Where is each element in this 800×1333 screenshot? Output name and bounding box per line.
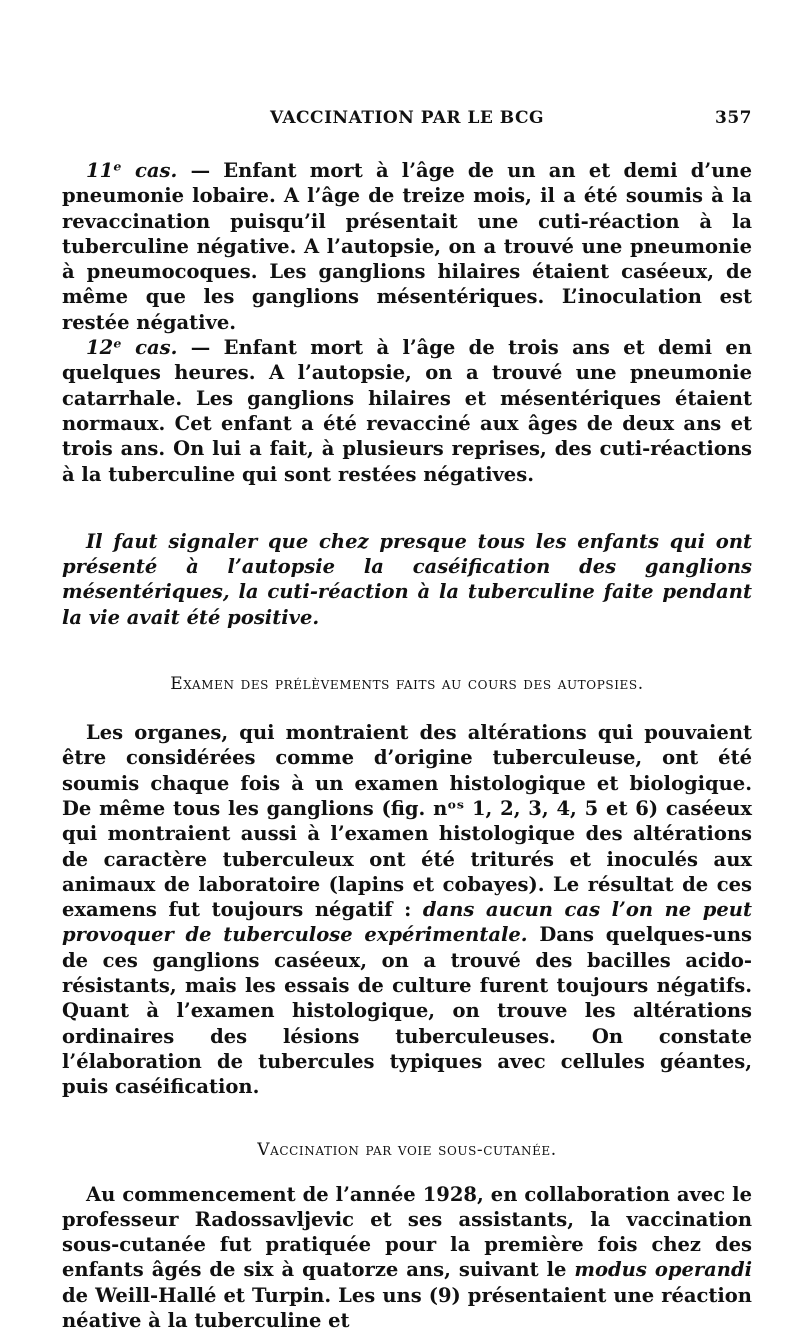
running-title: VACCINATION PAR LE BCG [62,108,752,128]
examen-text-after: Dans quelques-uns de ces ganglions caséeux, on a trouvé des bacilles acido-résistants, mais les essais de culture furent toujours négatifs. Quant à l’examen histologique, on trouve les altérations ordinaires des lésions tuberculeuses. On constate l’élaboration de tubercules typiques avec cellules géantes, puis caséification. [62,923,752,1098]
case-12-paragraph [62,335,752,487]
note-paragraph: Il faut signaler que chez presque tous les enfants qui ont présenté à l’autopsie la caséification des ganglions mésentériques, la cuti-réaction à la tuberculine faite pendant la vie avait été positive. [62,529,752,630]
page-number: 357 [715,108,752,128]
document-page [62,108,752,1333]
case-12-text: — Enfant mort à l’âge de trois ans et demi en quelques heures. A l’autopsie, on a trouvé une pneumonie catarrhale. Les ganglions hilaires et mésentériques étaient normaux. Cet enfant a été revacciné aux âges de deux ans et trois ans. On lui a fait, à plusieurs reprises, des cuti-réactions à la tuberculine qui sont restées négatives. [62,336,752,485]
examen-italic-text: dans aucun cas l’on ne peut provoquer de tuberculose expérimentale. [62,898,752,946]
section-heading-examen: Examen des prélèvements faits au cours des autopsies. [62,674,752,694]
examen-paragraph [62,720,752,1099]
vaccination-text-before: Au commencement de l’année 1928, en collaboration avec le professeur Radossavljevic et ses assistants, la vaccination sous-cutanée fut pratiquée pour la première fois chez des enfants âgés de six à quatorze ans, suivant le [62,1183,752,1282]
case-12-label: 12ᵉ cas. [86,336,177,359]
vaccination-paragraph [62,1182,752,1333]
examen-text-before: Les organes, qui montraient des altérations qui pouvaient être considérées comme d’origine tuberculeuse, ont été soumis chaque fois à un examen histologique et biologique. De même tous les ganglions (fig. nᵒˢ 1, 2, 3, 4, 5 et 6) caséeux qui montraient aussi à l’examen histologique des altérations de caractère tuberculeux ont été triturés et inoculés aux animaux de laboratoire (lapins et cobayes). Le résultat de ces examens fut toujours négatif : [62,721,752,921]
vaccination-text-after: de Weill-Hallé et Turpin. Les uns (9) présentaient une réaction néative à la tuberculine et [62,1284,752,1332]
case-11-label: 11ᵉ cas. [86,159,177,182]
case-11-paragraph [62,158,752,335]
section-heading-vaccination: Vaccination par voie sous-cutanée. [62,1140,752,1160]
running-header [62,108,752,138]
vaccination-italic-text: modus operandi [574,1258,752,1281]
case-11-text: — Enfant mort à l’âge de un an et demi d’une pneumonie lobaire. A l’âge de treize mois, il a été soumis à la revaccination puisqu’il présentait une cuti-réaction à la tuberculine négative. A l’autopsie, on a trouvé une pneumonie à pneumocoques. Les ganglions hilaires étaient caséeux, de même que les ganglions mésentériques. L’inoculation est restée négative. [62,159,752,334]
